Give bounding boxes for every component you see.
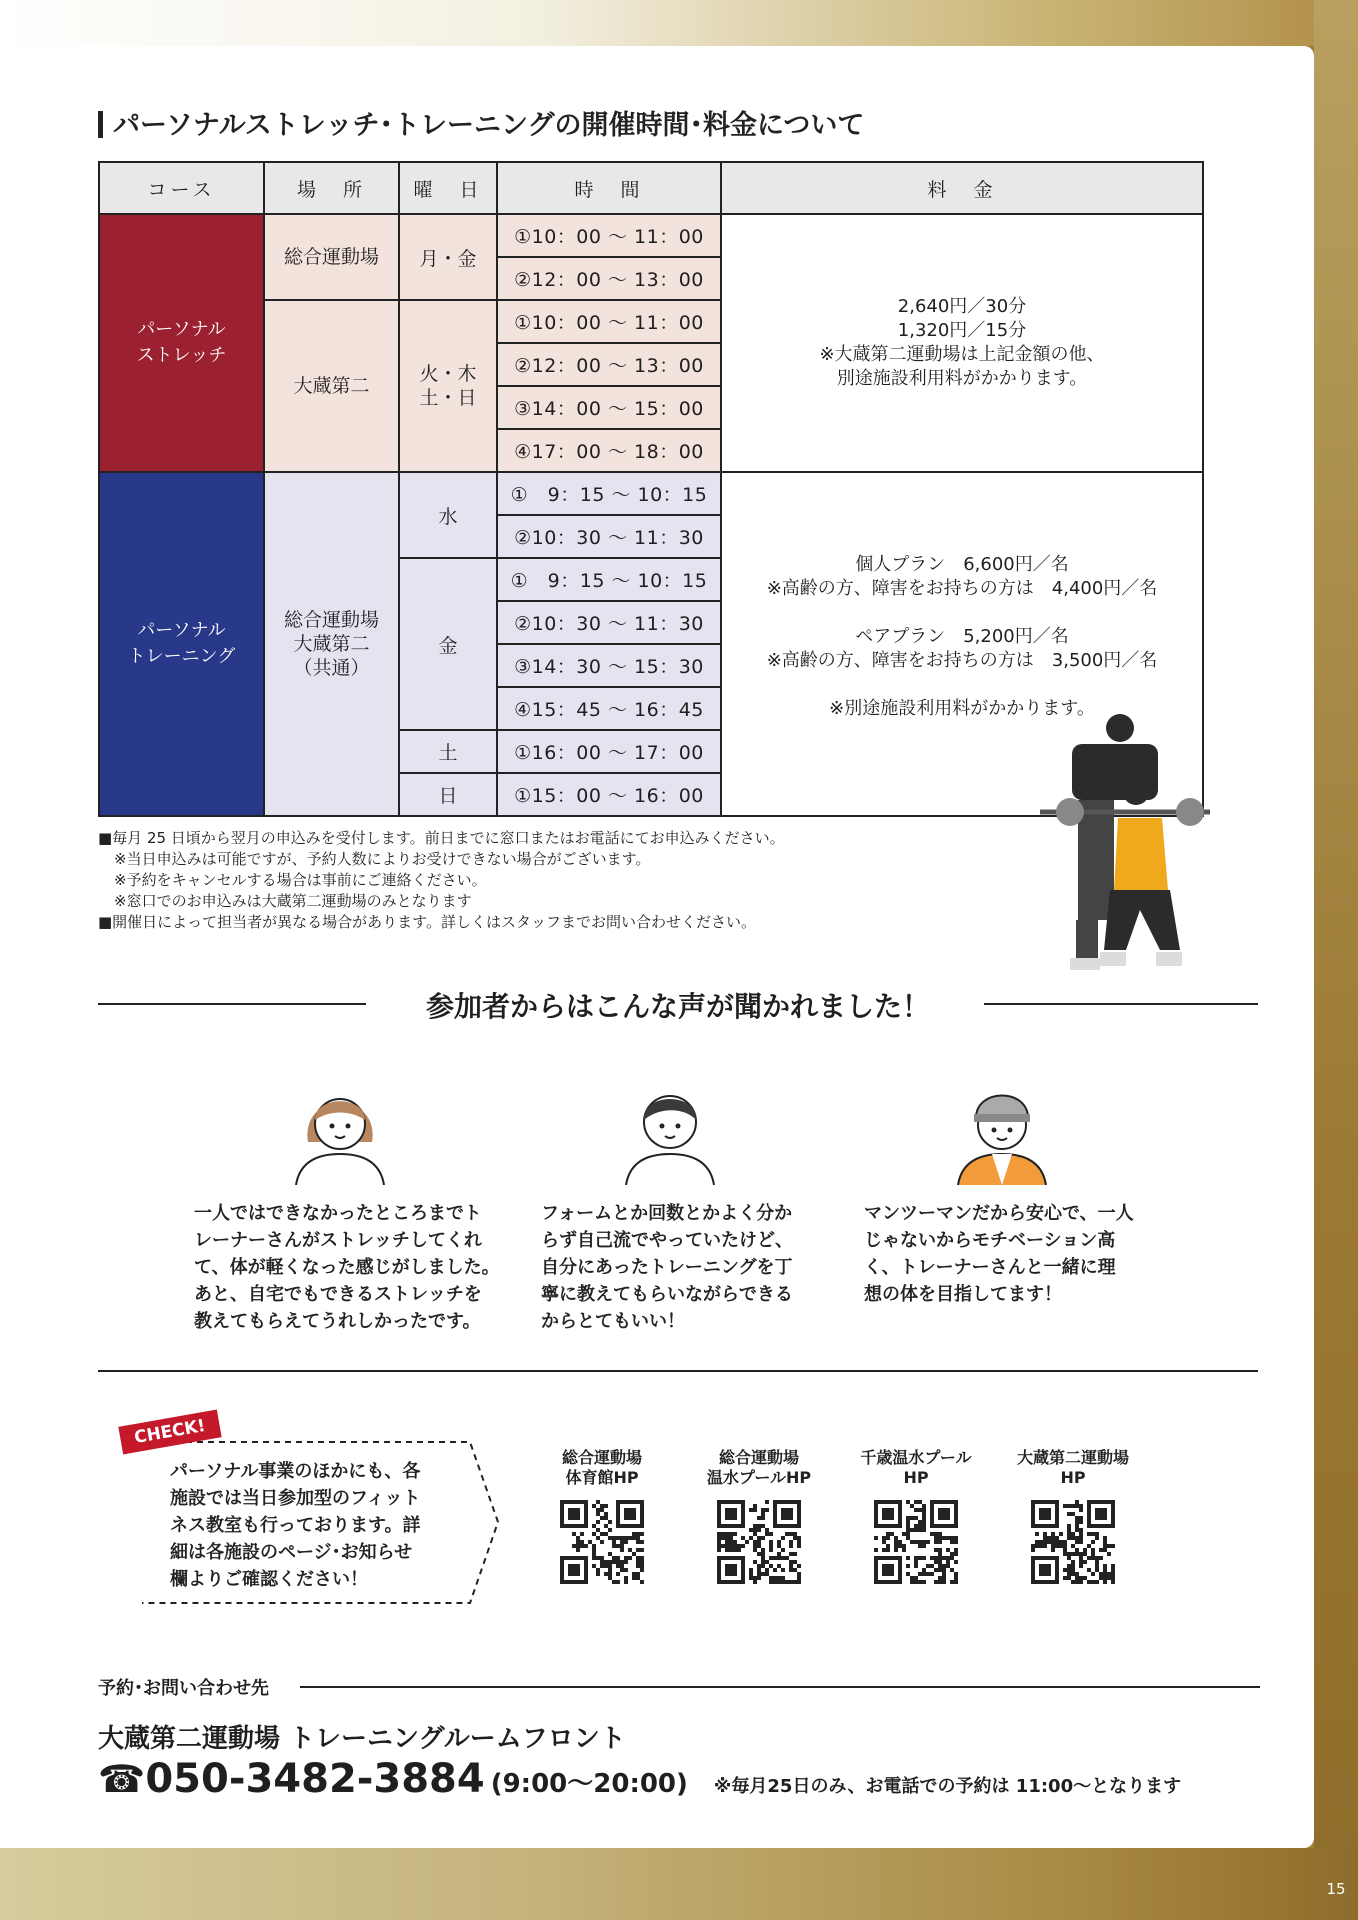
title-bar — [98, 111, 103, 138]
qr-code-icon — [874, 1500, 958, 1584]
qr-sogo-gym[interactable] — [532, 1448, 672, 1588]
qr-label: 千歳温水プール HP — [860, 1448, 972, 1487]
phone-row — [98, 1756, 1181, 1806]
time-cell: ②12：00 ～ 13：00 — [497, 343, 721, 386]
bottom-gold-band — [0, 1848, 1358, 1920]
time-cell: ① 9：15 ～ 10：15 — [497, 558, 721, 601]
qr-label: 大蔵第二運動場 HP — [1016, 1448, 1129, 1487]
section-title: パーソナルストレッチ･トレーニングの開催時間･料金について — [98, 103, 864, 142]
header-course: コース — [99, 162, 264, 214]
check-text: パーソナル事業のほかにも、各 施設では当日参加型のフィット ネス教室も行っております。詳 細は各施設のページ･お知らせ 欄よりご確認ください！ — [170, 1461, 421, 1590]
header-place: 場 所 — [264, 162, 399, 214]
phone-number[interactable]: 050-3482-3884 — [145, 1756, 485, 1802]
table-row — [99, 214, 1203, 257]
course-stretch: パーソナル ストレッチ — [99, 214, 264, 472]
header-fee: 料 金 — [721, 162, 1203, 214]
comment-2: フォームとか回数とかよく分か らず自己流でやっていたけど、 自分にあったトレーニングを丁 寧に教えてもらいながらできる からとてもいい！ — [541, 1203, 793, 1332]
cap-avatar-icon — [952, 1070, 1052, 1185]
qr-code-icon — [1031, 1500, 1115, 1584]
time-cell: ④15：45 ～ 16：45 — [497, 687, 721, 730]
day-cell: 土 — [399, 730, 497, 773]
schedule-table — [98, 161, 1204, 817]
woman-avatar-icon — [290, 1070, 390, 1185]
qr-okura-daini[interactable] — [1003, 1448, 1143, 1588]
time-cell: ③14：00 ～ 15：00 — [497, 386, 721, 429]
time-cell: ②10：30 ～ 11：30 — [497, 601, 721, 644]
place-cell: 大蔵第二 — [264, 300, 399, 472]
check-badge: CHECK! — [118, 1410, 221, 1455]
qr-code-icon — [717, 1500, 801, 1584]
time-cell: ① 9：15 ～ 10：15 — [497, 472, 721, 515]
phone-icon: ☎ — [98, 1757, 146, 1801]
day-cell: 水 — [399, 472, 497, 558]
facility-name: 大蔵第二運動場 トレーニングルームフロント — [98, 1724, 626, 1754]
course-training: パーソナル トレーニング — [99, 472, 264, 816]
comment-1: 一人ではできなかったところまでト レーナーさんがストレッチしてくれ て、体が軽くなった感じがしました。 あと、自宅でもできるストレッチを 教えてもらえてうれしかったです。 — [194, 1203, 500, 1332]
comment-3: マンツーマンだから安心で、一人 じゃないからモチベーション高 く、トレーナーさんと一緒に理 想の体を目指してます！ — [864, 1203, 1134, 1305]
day-cell: 月・金 — [399, 214, 497, 300]
fee-training: 個人プラン 6,600円／名 ※高齢の方、障害をお持ちの方は 4,400円／名 ペアプラン 5,200円／名 ※高齢の方、障害をお持ちの方は 3,500円／名 ※別途施設利用料がかかります。 — [721, 472, 1203, 816]
time-cell: ④17：00 ～ 18：00 — [497, 429, 721, 472]
qr-sogo-pool[interactable] — [689, 1448, 829, 1588]
place-cell: 総合運動場 大蔵第二 （共通） — [264, 472, 399, 816]
voices-header — [98, 985, 1258, 1025]
time-cell: ①15：00 ～ 16：00 — [497, 773, 721, 816]
time-cell: ①10：00 ～ 11：00 — [497, 300, 721, 343]
time-cell: ①16：00 ～ 17：00 — [497, 730, 721, 773]
header-day: 曜 日 — [399, 162, 497, 214]
contact-label: 予約･お問い合わせ先 — [98, 1678, 269, 1699]
time-cell: ①10：00 ～ 11：00 — [497, 214, 721, 257]
divider — [98, 1370, 1258, 1372]
phone-note: ※毎月25日のみ、お電話での予約は 11:00～となります — [713, 1776, 1182, 1797]
day-cell: 金 — [399, 558, 497, 730]
table-header-row — [99, 162, 1203, 214]
qr-label: 総合運動場 体育館HP — [561, 1448, 642, 1487]
phone-hours: (9:00～20:00) — [490, 1769, 688, 1799]
fee-stretch: 2,640円／30分 1,320円／15分 ※大蔵第二運動場は上記金額の他、 別途施設利用料がかかります。 — [721, 214, 1203, 472]
day-cell: 日 — [399, 773, 497, 816]
man-avatar-icon — [620, 1070, 720, 1185]
table-row — [99, 472, 1203, 515]
day-cell: 火・木 土・日 — [399, 300, 497, 472]
time-cell: ②10：30 ～ 11：30 — [497, 515, 721, 558]
qr-code-icon — [560, 1500, 644, 1584]
time-cell: ③14：30 ～ 15：30 — [497, 644, 721, 687]
header-time: 時 間 — [497, 162, 721, 214]
trainer-illustration — [1040, 700, 1220, 980]
qr-chitose-pool[interactable] — [846, 1448, 986, 1588]
top-gold-band — [0, 0, 1358, 46]
qr-label: 総合運動場 温水プールHP — [706, 1448, 812, 1487]
voices-title: 参加者からはこんな声が聞かれました！ — [425, 990, 930, 1023]
page-number: 15 — [1326, 1880, 1346, 1898]
time-cell: ②12：00 ～ 13：00 — [497, 257, 721, 300]
right-gold-band — [1314, 0, 1358, 1920]
notes: ■毎月 25 日頃から翌月の申込みを受付します。前日までに窓口またはお電話にてお申込みください。 ※当日申込みは可能ですが、予約人数によりお受けできない場合がございます。 ※予約をキャンセルする場合は事前にご連絡ください。 ※窓口でのお申込みは大蔵第二運動場のみとなります ■開催日によって担当者が異なる場合があります。詳しくはスタッフまでお問い合わせください。 — [98, 829, 785, 931]
place-cell: 総合運動場 — [264, 214, 399, 300]
contact-line — [300, 1686, 1260, 1688]
